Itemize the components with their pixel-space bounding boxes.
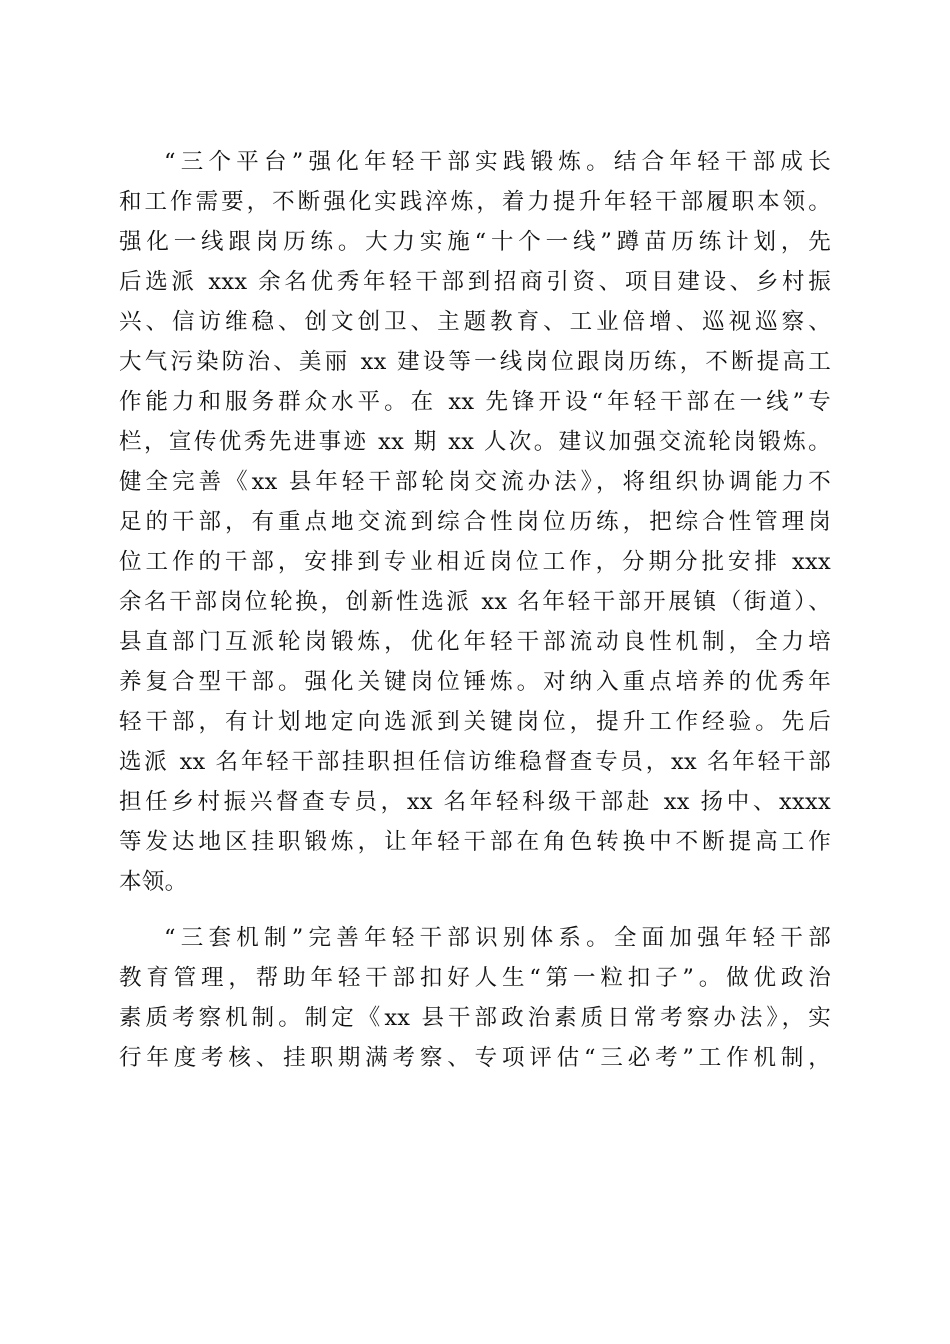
paragraph-1: [119, 142, 831, 902]
paragraph-line: 等发达地区挂职锻炼，让年轻干部在角色转换中不断提高工作: [119, 829, 831, 855]
paragraph-line: 本领。: [119, 869, 188, 895]
paragraph-line: “三套机制”完善年轻干部识别体系。全面加强年轻干部: [164, 925, 831, 951]
paragraph-line: 后选派 xxx 余名优秀年轻干部到招商引资、项目建设、乡村振: [119, 269, 831, 295]
paragraph-line: 强化一线跟岗历练。大力实施“十个一线”蹲苗历练计划，先: [119, 229, 831, 255]
paragraph-line: “三个平台”强化年轻干部实践锻炼。结合年轻干部成长: [164, 149, 831, 175]
paragraph-line: 素质考察机制。制定《xx 县干部政治素质日常考察办法》，实: [119, 1005, 831, 1031]
paragraph-line: 养复合型干部。强化关键岗位锤炼。对纳入重点培养的优秀年: [119, 669, 831, 695]
paragraph-line: 教育管理，帮助年轻干部扣好人生“第一粒扣子”。做优政治: [119, 965, 831, 991]
paragraph-2: [119, 918, 831, 1078]
paragraph-line: 大气污染防治、美丽 xx 建设等一线岗位跟岗历练，不断提高工: [119, 349, 831, 375]
paragraph-line: 县直部门互派轮岗锻炼，优化年轻干部流动良性机制，全力培: [119, 629, 831, 655]
document-body: [119, 142, 831, 1078]
paragraph-line: 轻干部，有计划地定向选派到关键岗位，提升工作经验。先后: [119, 709, 831, 735]
paragraph-spacer: [119, 902, 831, 918]
paragraph-line: 和工作需要，不断强化实践淬炼，着力提升年轻干部履职本领。: [119, 189, 831, 215]
paragraph-line: 选派 xx 名年轻干部挂职担任信访维稳督查专员，xx 名年轻干部: [119, 749, 831, 775]
paragraph-line: 余名干部岗位轮换，创新性选派 xx 名年轻干部开展镇（街道）、: [119, 589, 831, 615]
paragraph-line: 足的干部，有重点地交流到综合性岗位历练，把综合性管理岗: [119, 509, 831, 535]
paragraph-line: 健全完善《xx 县年轻干部轮岗交流办法》，将组织协调能力不: [119, 469, 831, 495]
paragraph-line: 担任乡村振兴督查专员，xx 名年轻科级干部赴 xx 扬中、xxxx: [119, 789, 831, 815]
paragraph-line: 行年度考核、挂职期满考察、专项评估“三必考”工作机制，: [119, 1045, 831, 1071]
paragraph-line: 栏，宣传优秀先进事迹 xx 期 xx 人次。建议加强交流轮岗锻炼。: [119, 429, 831, 455]
paragraph-line: 位工作的干部，安排到专业相近岗位工作，分期分批安排 xxx: [119, 549, 831, 575]
paragraph-line: 兴、信访维稳、创文创卫、主题教育、工业倍增、巡视巡察、: [119, 309, 831, 335]
paragraph-line: 作能力和服务群众水平。在 xx 先锋开设“年轻干部在一线”专: [119, 389, 831, 415]
